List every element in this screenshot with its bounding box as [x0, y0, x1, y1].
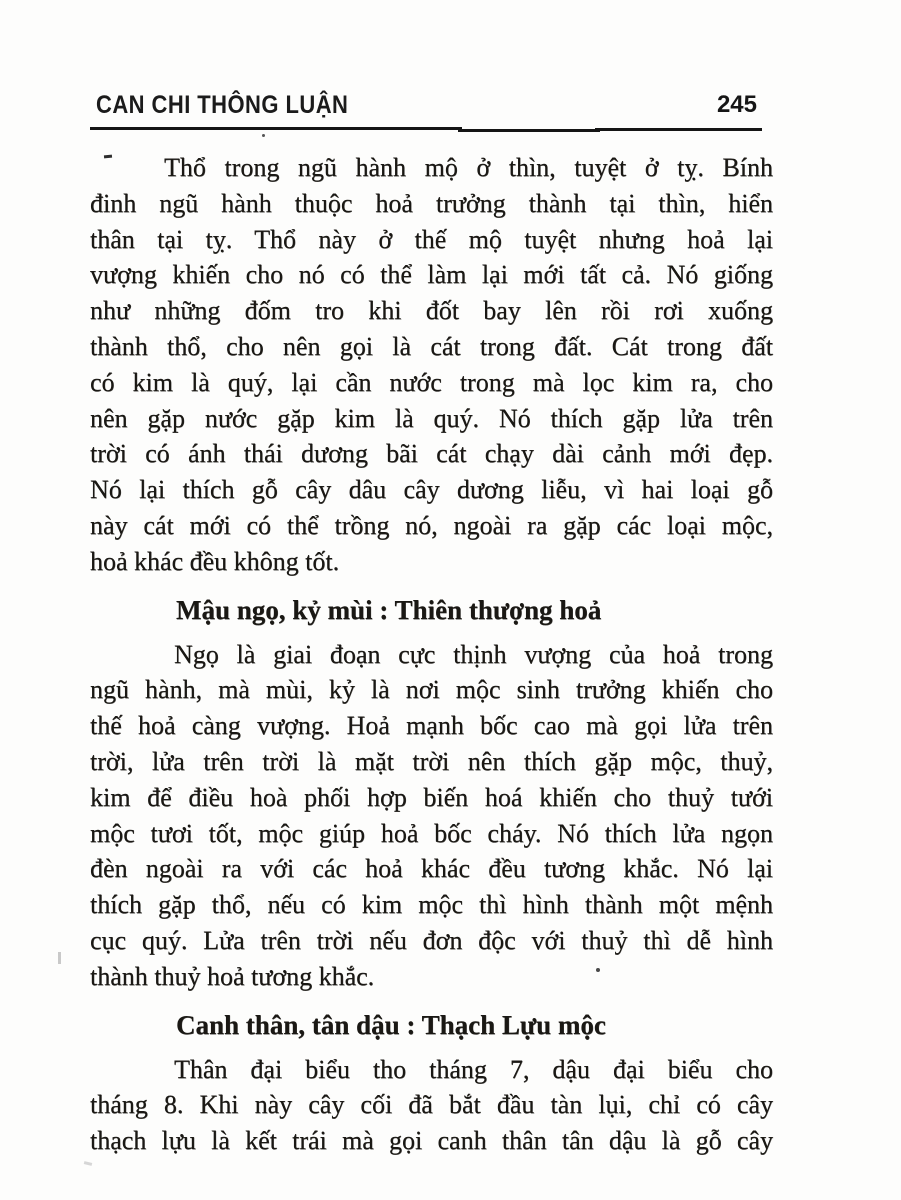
scan-artifact	[58, 952, 61, 964]
paragraph	[90, 1052, 773, 1159]
text-line: Ngọ là giai đoạn cực thịnh vượng của hoả trong	[174, 639, 773, 669]
page-number: 245	[716, 91, 757, 118]
paragraph	[90, 150, 773, 580]
text-line: thành thổ, cho nên gọi là cát trong đất. Cát trong đất	[90, 331, 773, 361]
text-line: thành thuỷ hoả tương khắc.	[90, 961, 375, 991]
rule-segment	[458, 129, 600, 132]
text-line: này cát mới có thể trồng nó, ngoài ra gặp các loại mộc,	[90, 510, 773, 540]
text-line: như những đốm tro khi đốt bay lên rồi rơi xuống	[90, 296, 773, 326]
body-text	[90, 150, 773, 1159]
text-line: đinh ngũ hành thuộc hoả trưởng thành tại thìn, hiển	[90, 188, 773, 218]
text-line: đèn ngoài ra với các hoả khác đều tương khắc. Nó lại	[90, 854, 773, 884]
text-line: thích gặp thổ, nếu có kim mộc thì hình thành một mệnh	[90, 890, 773, 920]
header-rule	[90, 127, 762, 133]
text-line: hoả khác đều không tốt.	[90, 546, 340, 576]
text-line: có kim là quý, lại cần nước trong mà lọc kim ra, cho	[90, 367, 773, 397]
text-line: trời có ánh thái dương bãi cát chạy dài cảnh mới đẹp.	[90, 439, 773, 469]
text-line: nên gặp nước gặp kim là quý. Nó thích gặp lửa trên	[90, 403, 773, 433]
text-line: tháng 8. Khi này cây cối đã bắt đầu tàn lụi, chỉ có cây	[90, 1090, 773, 1120]
rule-segment	[90, 127, 462, 130]
scan-artifact	[262, 134, 265, 137]
text-line: thế hoả càng vượng. Hoả mạnh bốc cao mà gọi lửa trên	[90, 711, 773, 741]
text-line: Thân đại biểu tho tháng 7, dậu đại biểu cho	[174, 1054, 773, 1084]
text-line: Thổ trong ngũ hành mộ ở thìn, tuyệt ở tỵ. Bính	[164, 153, 773, 182]
section-heading: Canh thân, tân dậu : Thạch Lựu mộc	[176, 1009, 606, 1040]
section-heading: Mậu ngọ, kỷ mùi : Thiên thượng hoả	[176, 594, 602, 625]
text-line: thạch lựu là kết trái mà gọi canh thân tân dậu là gỗ cây	[90, 1126, 773, 1156]
text-line: vượng khiến cho nó có thể làm lại mới tất cả. Nó giống	[90, 260, 773, 290]
text-line: cục quý. Lửa trên trời nếu đơn độc với thuỷ thì dễ hình	[90, 925, 773, 955]
running-title: CAN CHI THÔNG LUẬN	[96, 91, 349, 119]
scan-artifact	[84, 1161, 92, 1166]
text-line: trời, lửa trên trời là mặt trời nên thích gặp mộc, thuỷ,	[90, 746, 773, 776]
text-line: thân tại tỵ. Thổ này ở thế mộ tuyệt nhưng hoả lại	[90, 224, 773, 254]
rule-segment	[595, 128, 762, 131]
text-line: mộc tươi tốt, mộc giúp hoả bốc cháy. Nó thích lửa ngọn	[90, 818, 773, 848]
text-line: kim để điều hoà phối hợp biến hoá khiến cho thuỷ tưới	[90, 782, 773, 812]
text-line: ngũ hành, mà mùi, kỷ là nơi mộc sinh trưởng khiến cho	[90, 675, 773, 705]
paragraph	[90, 637, 773, 995]
text-line: Nó lại thích gỗ cây dâu cây dương liễu, vì hai loại gỗ	[90, 475, 773, 505]
